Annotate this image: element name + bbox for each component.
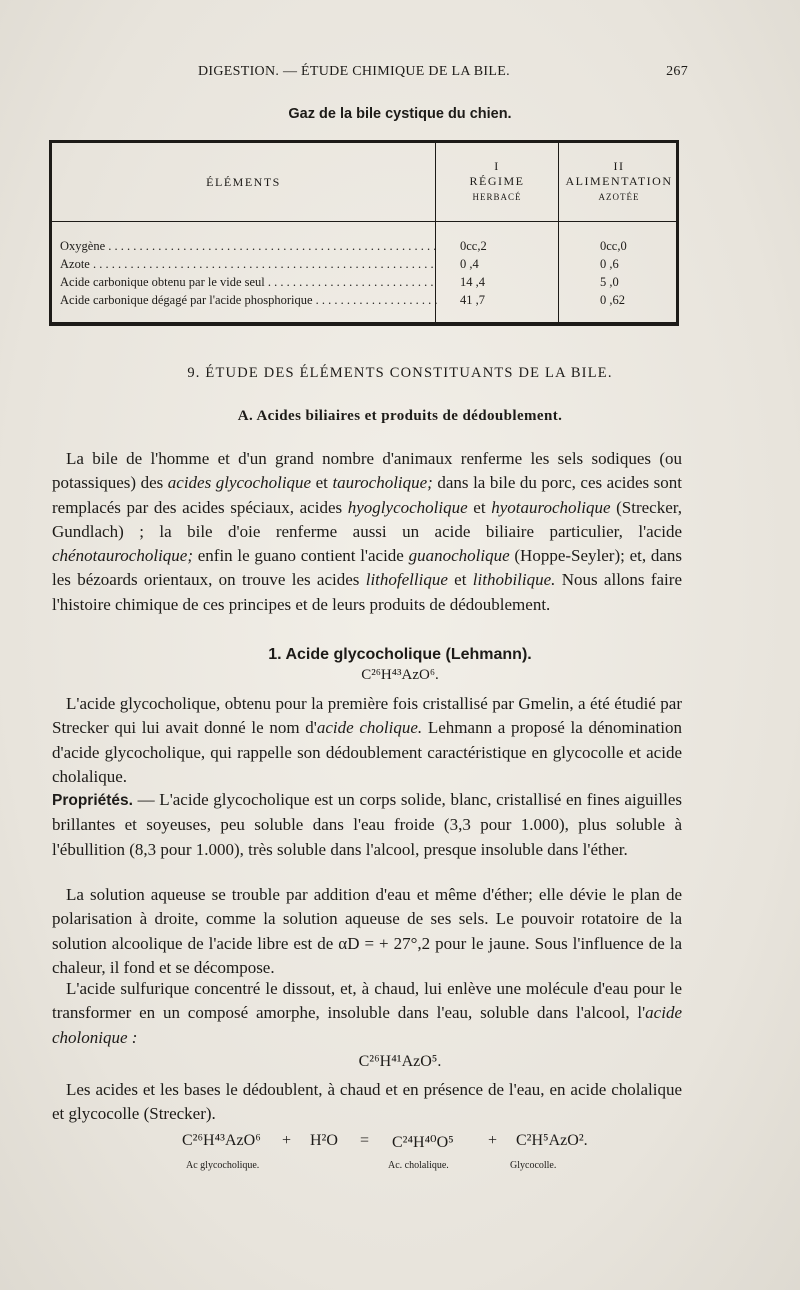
italic-text: lithofellique: [365, 570, 448, 590]
gas-table: [49, 140, 679, 326]
header-col2-sub: AZOTÉE: [598, 192, 640, 202]
header-col2-title: ALIMENTATION: [565, 174, 673, 188]
text: et: [467, 497, 492, 517]
row-value-herbace: 41 ,7: [460, 293, 485, 307]
text: (Strecker, Gundlach) ; la bile d'oie renferme aussi un acide biliaire particulier, l'acide: [52, 497, 682, 541]
text: et: [447, 570, 473, 590]
text: dans la bile du porc, ces acides sont remplacés par des acides spéciaux, acides: [52, 473, 682, 517]
paragraph-history: [52, 692, 682, 789]
text: La bile de l'homme et d'un grand nombre d'animaux renferme les sels sodiques (ou potassiques) des: [52, 449, 682, 493]
plus-sign: +: [488, 1132, 498, 1149]
header-col1-title: RÉGIME: [469, 174, 525, 188]
table-header-rule: [52, 221, 676, 222]
reactant-water: H²O: [310, 1132, 338, 1149]
text: et: [311, 473, 333, 493]
text: — L'acide glycocholique est un corps solide, blanc, cristallisé en fines aiguilles brillantes et soyeuses, peu soluble dans l'eau froide (3,3 pour 1.000), plus soluble à l'ébullition (8,3 pour 1.000), très soluble dans l'alcool, presque insoluble dans l'éther.: [52, 790, 682, 859]
table-row: [60, 239, 674, 257]
properties-label: Propriétés.: [52, 792, 133, 809]
header-col1-number: I: [494, 159, 500, 173]
text: enfin le guano contient l'acide: [193, 546, 409, 566]
header-col1: [436, 159, 558, 204]
section-title: 9. ÉTUDE DES ÉLÉMENTS CONSTITUANTS DE LA BILE.: [187, 365, 613, 381]
text: L'acide sulfurique concentré le dissout, et, à chaud, lui enlève une molécule d'eau pour le transformer en un composé amorphe, insoluble dans l'eau, soluble dans l'alcool, l': [52, 979, 682, 1023]
reaction-equation: [182, 1132, 662, 1156]
row-value-azotee: 0 ,62: [600, 293, 625, 307]
table-caption: Gaz de la bile cystique du chien.: [288, 106, 512, 122]
row-value-azotee: 0cc,0: [600, 239, 627, 253]
italic-text: chénotaurocholique;: [52, 546, 193, 566]
product-glycocolle: C²H⁵AzO².: [516, 1132, 588, 1149]
product-cholalique: C²⁴H⁴⁰O⁵: [392, 1134, 454, 1151]
text: La solution aqueuse se trouble par addition d'eau et même d'éther; elle dévie le plan de polarisation à droite, comme la solution aqueuse de ses sels. Le pouvoir rotatoire de la solution alcoolique de l'acide libre est de αD = + 27°,2 pour le jaune. Sous l'influence de la chaleur, il fond et se décompose.: [52, 885, 682, 977]
text: Nous allons faire l'histoire chimique de ces principes et de leurs produits de dédoublement.: [52, 570, 682, 614]
page-number: 267: [666, 64, 688, 79]
paragraph-sulfuric: [52, 977, 682, 1050]
reactant-glycocholique: C²⁶H⁴³AzO⁶: [182, 1132, 261, 1149]
row-label: Azote . . .: [60, 257, 437, 272]
paragraph-dedoublement: [52, 1078, 682, 1127]
italic-text: hyoglycocholique: [347, 497, 468, 517]
row-label: Oxygène . . .: [60, 239, 437, 254]
running-title: DIGESTION. — ÉTUDE CHIMIQUE DE LA BILE.: [198, 64, 510, 79]
text: (Hoppe-Seyler); et, dans les bézoards orientaux, on trouve les acides: [52, 546, 682, 590]
note-glycocolle: Glycocolle.: [510, 1160, 557, 1171]
note-cholalique: Ac. cholalique.: [388, 1160, 449, 1171]
text: Lehmann a proposé la dénomination d'acide glycocholique, qui rappelle son dédoublement caractéristique en glycocolle et acide cholalique.: [52, 718, 682, 786]
table-row: [60, 275, 674, 293]
row-value-herbace: 0cc,2: [460, 239, 487, 253]
cholonique-formula: C²⁶H⁴¹AzO⁵.: [358, 1053, 442, 1070]
italic-text: lithobilique.: [472, 570, 556, 590]
row-value-azotee: 0 ,6: [600, 257, 619, 271]
table-row: [60, 257, 674, 275]
glycocholique-heading: 1. Acide glycocholique (Lehmann).: [268, 646, 532, 663]
italic-text: guanocholique: [408, 546, 510, 566]
italic-text: acides glycocholique: [167, 473, 312, 493]
italic-text: hyotaurocholique: [491, 497, 611, 517]
equals-sign: =: [360, 1132, 370, 1149]
row-value-herbace: 14 ,4: [460, 275, 485, 289]
header-elements: ÉLÉMENTS: [206, 175, 281, 189]
text: Les acides et les bases le dédoublent, à chaud et en présence de l'eau, en acide cholalique et glycocolle (Strecker).: [52, 1080, 682, 1124]
plus-sign: +: [282, 1132, 292, 1149]
italic-text: taurocholique;: [332, 473, 433, 493]
header-col2: [559, 159, 679, 204]
header-col1-sub: HERBACÉ: [472, 192, 522, 202]
italic-text: acide cholonique :: [52, 1003, 682, 1047]
text: L'acide glycocholique, obtenu pour la première fois cristallisé par Gmelin, a été étudié par Strecker qui lui avait donné le nom d': [52, 694, 682, 738]
section-subtitle: A. Acides biliaires et produits de dédoublement.: [237, 408, 563, 424]
row-label: Acide carbonique dégagé par l'acide phosphorique . . .: [60, 293, 437, 308]
header-col2-number: II: [613, 159, 625, 173]
note-glycocholique: Ac glycocholique.: [186, 1160, 260, 1171]
table-row: [60, 293, 674, 311]
row-label: Acide carbonique obtenu par le vide seul . . .: [60, 275, 437, 290]
glycocholique-formula: C²⁶H⁴³AzO⁶.: [361, 667, 439, 683]
paragraph-intro: [52, 447, 682, 617]
paragraph-properties: [52, 788, 682, 862]
row-value-herbace: 0 ,4: [460, 257, 479, 271]
row-value-azotee: 5 ,0: [600, 275, 619, 289]
italic-text: acide cholique.: [316, 718, 423, 738]
paragraph-solution: [52, 883, 682, 980]
